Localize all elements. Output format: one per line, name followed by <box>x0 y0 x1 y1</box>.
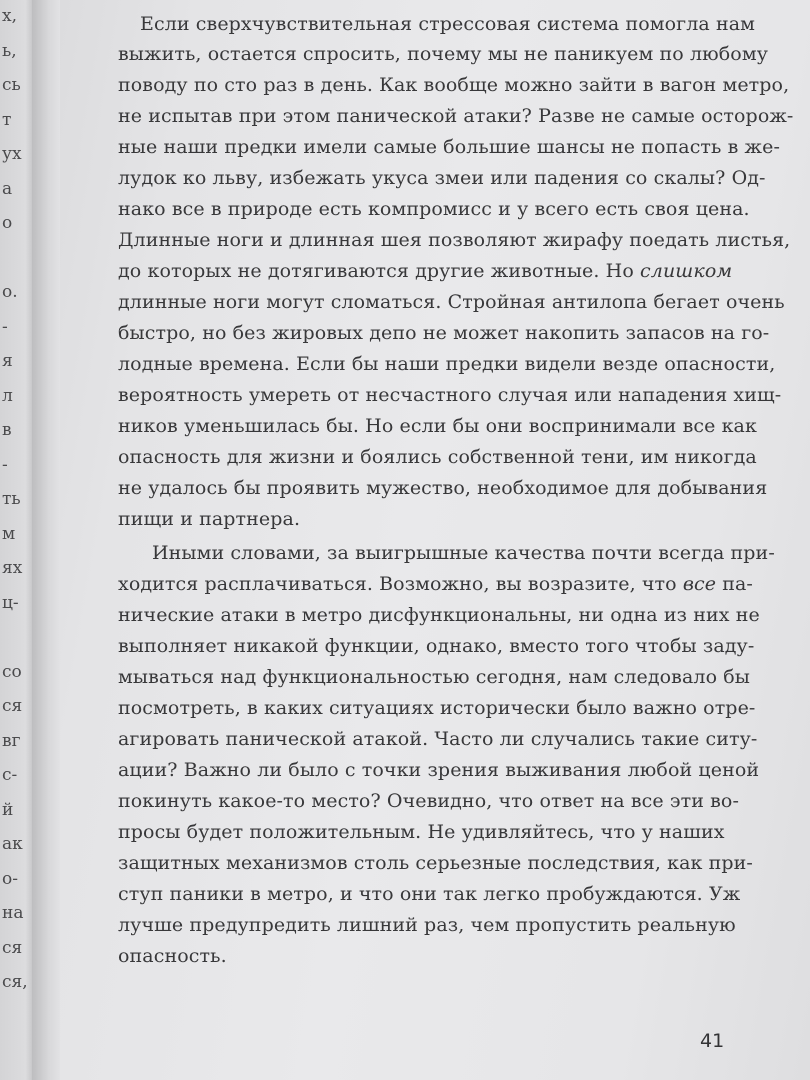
text-line: не удалось бы проявить мужество, необходимое для добывания <box>118 477 768 499</box>
text-line: не испытав при этом панической атаки? Разве не самые осторож- <box>118 105 794 127</box>
previous-page-fragment: ся <box>2 696 23 716</box>
text-line: Если сверхчувствительная стрессовая система помогла нам <box>140 13 756 35</box>
previous-page-fragment: ть <box>2 489 21 509</box>
previous-page-fragment: й <box>2 799 14 820</box>
text-segment: па- <box>716 573 753 595</box>
text-line: ступ паники в метро, и что они так легко пробуждаются. Уж <box>118 883 741 905</box>
previous-page-fragment: а <box>2 178 13 199</box>
previous-page-fragment: т <box>2 109 12 130</box>
previous-page-fragment: м <box>2 523 16 544</box>
text-line: быстро, но без жировых депо не может накопить запасов на го- <box>118 322 770 344</box>
previous-page-fragment: - <box>2 454 8 475</box>
text-line: посмотреть, в каких ситуациях исторически было важно отре- <box>118 697 756 719</box>
text-line: поводу по сто раз в день. Как вообще можно зайти в вагон метро, <box>118 74 790 96</box>
text-line: ации? Важно ли было с точки зрения выживания любой ценой <box>118 759 760 781</box>
text-line: лодные времена. Если бы наши предки видели везде опасности, <box>118 353 776 375</box>
text-line: ников уменьшилась бы. Но если бы они воспринимали все как <box>118 415 757 437</box>
text-line: ные наши предки имели самые большие шансы не попасть в же- <box>118 136 781 158</box>
text-line: Иными словами, за выигрышные качества почти всегда при- <box>152 542 775 564</box>
previous-page-fragment: ух <box>2 144 22 164</box>
text-line: нако все в природе есть компромисс и у всего есть своя цена. <box>118 198 750 220</box>
previous-page-fragment: о- <box>2 868 18 889</box>
text-line: агировать панической атакой. Часто ли случались такие ситу- <box>118 728 758 750</box>
previous-page-fragment: в <box>2 420 12 440</box>
previous-page-fragment: о. <box>2 282 18 302</box>
emphasis: слишком <box>640 260 733 282</box>
previous-page-fragment: о <box>2 213 13 233</box>
text-line: лудок ко льву, избежать укуса змеи или падения со скалы? Од- <box>118 167 766 189</box>
previous-page-fragment: ак <box>2 834 23 854</box>
previous-page-edge <box>0 0 33 1080</box>
page-number: 41 <box>700 1030 725 1052</box>
text-line: просы будет положительным. Не удивляйтесь, что у наших <box>118 821 725 843</box>
text-line: выполняет никакой функции, однако, вместо того чтобы заду- <box>118 635 755 657</box>
previous-page-fragment: на <box>2 903 24 923</box>
previous-page-fragment: ь, <box>2 40 17 61</box>
text-line: длинные ноги могут сломаться. Стройная антилопа бегает очень <box>118 291 785 313</box>
text-line: опасность для жизни и боялись собственной тени, им никогда <box>118 446 757 468</box>
text-line: пищи и партнера. <box>118 508 301 530</box>
text-segment: до которых не дотягиваются другие животные. Но <box>118 260 641 282</box>
previous-page-fragment: я <box>2 351 13 371</box>
previous-page-fragment: - <box>2 316 8 337</box>
text-line: защитных механизмов столь серьезные последствия, как при- <box>118 852 753 874</box>
previous-page-fragment: со <box>2 661 22 682</box>
previous-page-fragment: ях <box>2 558 23 578</box>
previous-page-fragment: вг <box>2 730 21 751</box>
previous-page-fragment: л <box>2 385 13 406</box>
emphasis: все <box>682 573 717 595</box>
text-line <box>118 572 753 596</box>
text-line: выжить, остается спросить, почему мы не паникуем по любому <box>118 43 768 65</box>
text-line: лучше предупредить лишний раз, чем пропустить реальную <box>118 914 736 936</box>
text-line <box>118 259 733 283</box>
book-gutter <box>32 0 60 1080</box>
text-line: Длинные ноги и длинная шея позволяют жирафу поедать листья, <box>118 229 791 251</box>
text-line: покинуть какое-то место? Очевидно, что ответ на все эти во- <box>118 790 739 812</box>
previous-page-fragment: ся <box>2 937 23 958</box>
previous-page-fragment: сь <box>2 75 21 95</box>
previous-page-fragment: х, <box>2 6 17 26</box>
text-line: вероятность умереть от несчастного случая или нападения хищ- <box>118 384 782 406</box>
previous-page-fragment: ц- <box>2 592 19 613</box>
text-line: опасность. <box>118 945 227 967</box>
previous-page-fragment: ся, <box>2 972 28 992</box>
text-line: нические атаки в метро дисфункциональны, ни одна из них не <box>118 604 760 626</box>
text-line: мываться над функциональностью сегодня, нам следовало бы <box>118 666 751 688</box>
text-segment: ходится расплачиваться. Возможно, вы возразите, что <box>118 573 683 595</box>
previous-page-fragment: с- <box>2 765 18 785</box>
